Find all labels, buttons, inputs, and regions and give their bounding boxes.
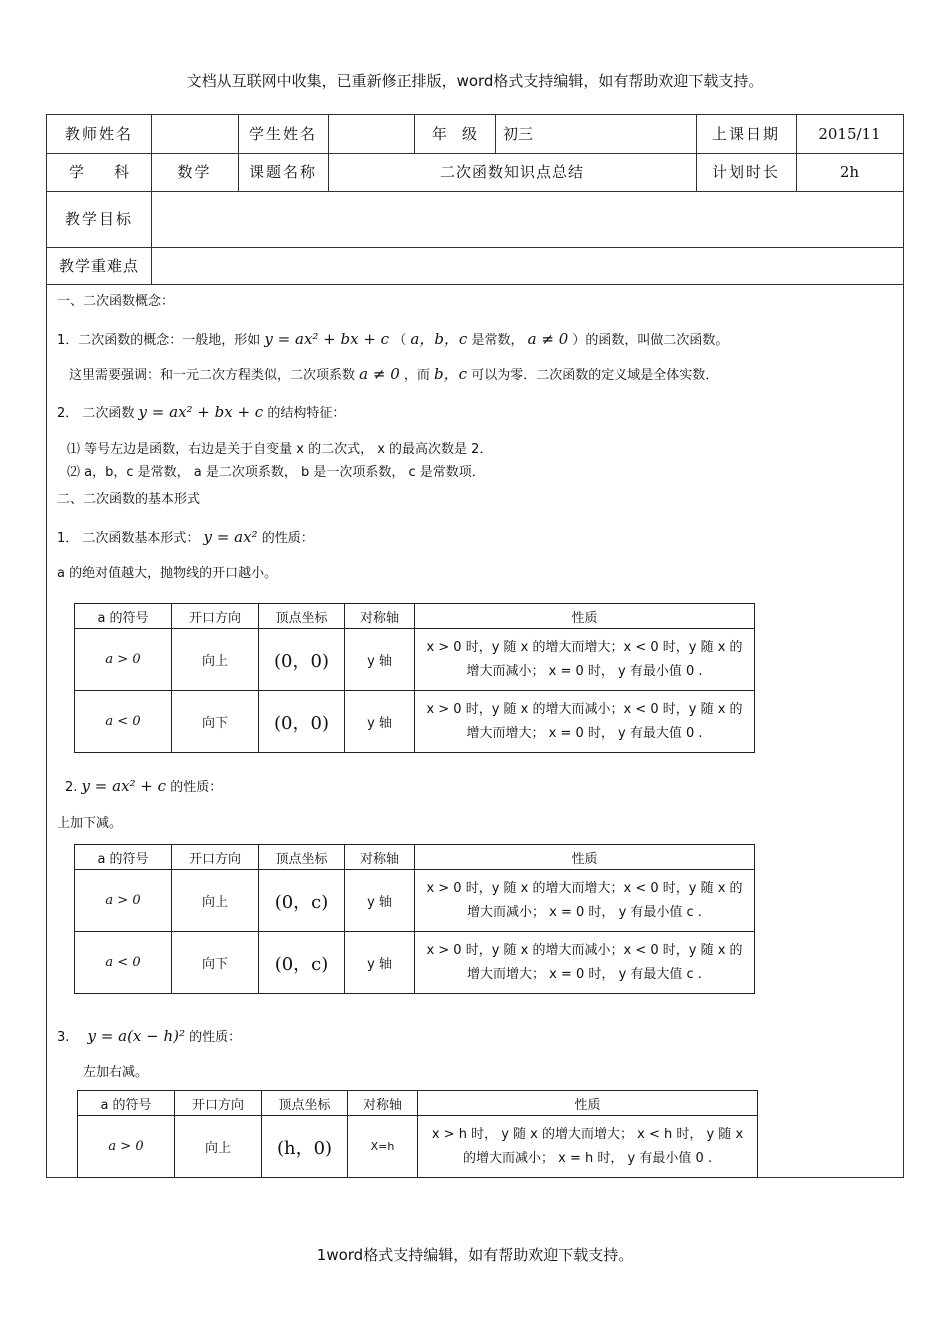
class-date-value: 2015/11 — [818, 125, 881, 143]
axis-cell: X=h — [348, 1116, 418, 1178]
table-row — [75, 870, 755, 932]
row-divider — [47, 247, 903, 248]
condition: a ≠ 0 — [359, 365, 400, 383]
col-header: 顶点坐标 — [259, 845, 345, 870]
row-divider — [47, 284, 903, 285]
basic-formula: y = ax² — [203, 528, 258, 546]
structure-point-2: ⑵ a，b，c 是常数， a 是二次项系数， b 是一次项系数， c 是常数项． — [67, 465, 485, 480]
text: 这里需要强调：和一元二次方程类似，二次项系数 — [69, 368, 356, 383]
col-header: 顶点坐标 — [259, 604, 345, 629]
property-line: 增大而增大； x = 0 时， y 有最大值 0 . — [466, 725, 703, 741]
direction-cell: 向下 — [172, 691, 259, 753]
property-line: x > 0 时，y 随 x 的增大而减小；x < 0 时，y 随 x 的 — [426, 942, 743, 958]
property-cell — [415, 691, 755, 753]
property-line: x > 0 时，y 随 x 的增大而增大；x < 0 时，y 随 x 的 — [426, 880, 743, 896]
table-header-row — [75, 604, 755, 629]
definition-paragraph — [57, 330, 728, 350]
property-line: x > h 时， y 随 x 的增大而增大； x < h 时， y 随 x — [431, 1126, 744, 1142]
table-row — [75, 629, 755, 691]
col-header: 性质 — [415, 845, 755, 870]
col-header: 开口方向 — [172, 845, 259, 870]
col-header: 对称轴 — [348, 1091, 418, 1116]
text: 1． 二次函数基本形式： — [57, 531, 200, 546]
col-divider — [151, 115, 152, 284]
row-divider — [47, 191, 903, 192]
class-date-label: 上课日期 — [711, 125, 780, 143]
teaching-goal-label: 教学目标 — [64, 210, 133, 228]
vertex-cell: (0，0) — [259, 629, 345, 691]
horizontal-shift-heading — [57, 1027, 241, 1047]
table-row — [78, 1116, 758, 1178]
col-header: 性质 — [418, 1091, 758, 1116]
topic-label: 课题名称 — [248, 163, 317, 181]
sign-cell: a > 0 — [75, 870, 172, 932]
header-note: 文档从互联网中收集，已重新修正排版，word格式支持编辑，如有帮助欢迎下载支持。 — [186, 72, 764, 90]
text: 3. — [57, 1030, 70, 1045]
col-header: 开口方向 — [172, 604, 259, 629]
basic-form-heading — [57, 528, 314, 548]
table-row — [75, 932, 755, 994]
text: 可以为零．二次函数的定义域是全体实数． — [471, 368, 719, 383]
property-line: x > 0 时，y 随 x 的增大而增大；x < 0 时，y 随 x 的 — [426, 639, 743, 655]
vertical-shift-heading — [65, 777, 222, 797]
topic-value: 二次函数知识点总结 — [439, 163, 584, 181]
col-header: 对称轴 — [345, 604, 415, 629]
structure-heading — [57, 403, 345, 423]
property-cell — [415, 870, 755, 932]
direction-cell: 向上 — [172, 870, 259, 932]
property-line: 增大而减小； x = 0 时， y 有最小值 c . — [467, 904, 702, 920]
duration-label: 计划时长 — [711, 163, 780, 181]
horizontal-shift-formula: y = a(x − h)² — [87, 1027, 186, 1045]
sign-cell: a > 0 — [75, 629, 172, 691]
vertical-shift-note: 上加下减。 — [57, 816, 123, 831]
axis-cell: y 轴 — [345, 870, 415, 932]
col-header: 开口方向 — [175, 1091, 262, 1116]
text: 2. — [65, 780, 78, 795]
col-header: a 的符号 — [78, 1091, 175, 1116]
condition: a ≠ 0 — [527, 330, 569, 348]
vertex-cell: (0，0) — [259, 691, 345, 753]
property-cell — [418, 1116, 758, 1178]
grade-value: 初三 — [503, 125, 534, 143]
text: 的结构特征： — [267, 406, 346, 421]
col-divider — [495, 115, 496, 153]
horizontal-shift-note: 左加右减。 — [83, 1065, 149, 1080]
general-formula: y = ax² + bx + c — [264, 330, 390, 348]
direction-cell: 向下 — [172, 932, 259, 994]
sign-cell: a > 0 — [78, 1116, 175, 1178]
text: 的性质： — [170, 780, 223, 795]
vertical-shift-formula: y = ax² + c — [81, 777, 167, 795]
lesson-plan-table — [46, 114, 904, 1178]
subject-value: 数学 — [177, 163, 212, 181]
table-row — [75, 691, 755, 753]
sign-cell: a < 0 — [75, 932, 172, 994]
grade-label: 年 级 — [431, 125, 477, 143]
general-formula: y = ax² + bx + c — [138, 403, 264, 421]
vertex-cell: (0，c) — [259, 932, 345, 994]
property-cell — [415, 629, 755, 691]
text: 1．二次函数的概念：一般地，形如 — [57, 333, 261, 348]
direction-cell: 向上 — [175, 1116, 262, 1178]
text: 的性质： — [261, 531, 314, 546]
subject-label: 学 科 — [68, 163, 129, 181]
text: ）的函数，叫做二次函数。 — [572, 333, 729, 348]
properties-table-1 — [74, 603, 755, 753]
text: （ — [393, 333, 407, 348]
properties-table-3 — [77, 1090, 758, 1178]
properties-table-2 — [74, 844, 755, 994]
col-header: a 的符号 — [75, 604, 172, 629]
col-header: 性质 — [415, 604, 755, 629]
sign-cell: a < 0 — [75, 691, 172, 753]
direction-cell: 向上 — [172, 629, 259, 691]
property-cell — [415, 932, 755, 994]
vertex-cell: (h，0) — [262, 1116, 348, 1178]
vertex-cell: (0，c) — [259, 870, 345, 932]
student-name-label: 学生姓名 — [248, 125, 317, 143]
axis-cell: y 轴 — [345, 629, 415, 691]
table-header-row — [75, 845, 755, 870]
col-header: 对称轴 — [345, 845, 415, 870]
property-line: x > 0 时，y 随 x 的增大而减小；x < 0 时，y 随 x 的 — [426, 701, 743, 717]
axis-cell: y 轴 — [345, 691, 415, 753]
text: 是常数， — [471, 333, 524, 348]
section-1-title: 一、二次函数概念： — [57, 294, 175, 309]
text: ，而 — [403, 368, 430, 383]
property-line: 增大而减小； x = 0 时， y 有最小值 0 . — [466, 663, 703, 679]
section-2-title: 二、二次函数的基本形式 — [57, 492, 201, 507]
coefficients: a，b，c — [410, 330, 468, 348]
teacher-name-label: 教师姓名 — [64, 125, 133, 143]
emphasis-paragraph — [69, 365, 718, 385]
duration-value: 2h — [839, 163, 860, 181]
coefficients: b，c — [434, 365, 468, 383]
table-header-row — [78, 1091, 758, 1116]
row-divider — [47, 153, 903, 154]
col-header: a 的符号 — [75, 845, 172, 870]
basic-form-note: a 的绝对值越大，抛物线的开口越小。 — [57, 566, 278, 581]
property-line: 增大而增大； x = 0 时， y 有最大值 c . — [467, 966, 702, 982]
footer-note: 1word格式支持编辑，如有帮助欢迎下载支持。 — [316, 1246, 634, 1264]
text: 2． 二次函数 — [57, 406, 135, 421]
key-points-label: 教学重难点 — [58, 257, 139, 275]
col-header: 顶点坐标 — [262, 1091, 348, 1116]
axis-cell: y 轴 — [345, 932, 415, 994]
text: 的性质： — [189, 1030, 242, 1045]
structure-point-1: ⑴ 等号左边是函数，右边是关于自变量 x 的二次式， x 的最高次数是 2． — [67, 442, 493, 457]
property-line: 的增大而减小； x = h 时， y 有最小值 0 . — [463, 1150, 712, 1166]
